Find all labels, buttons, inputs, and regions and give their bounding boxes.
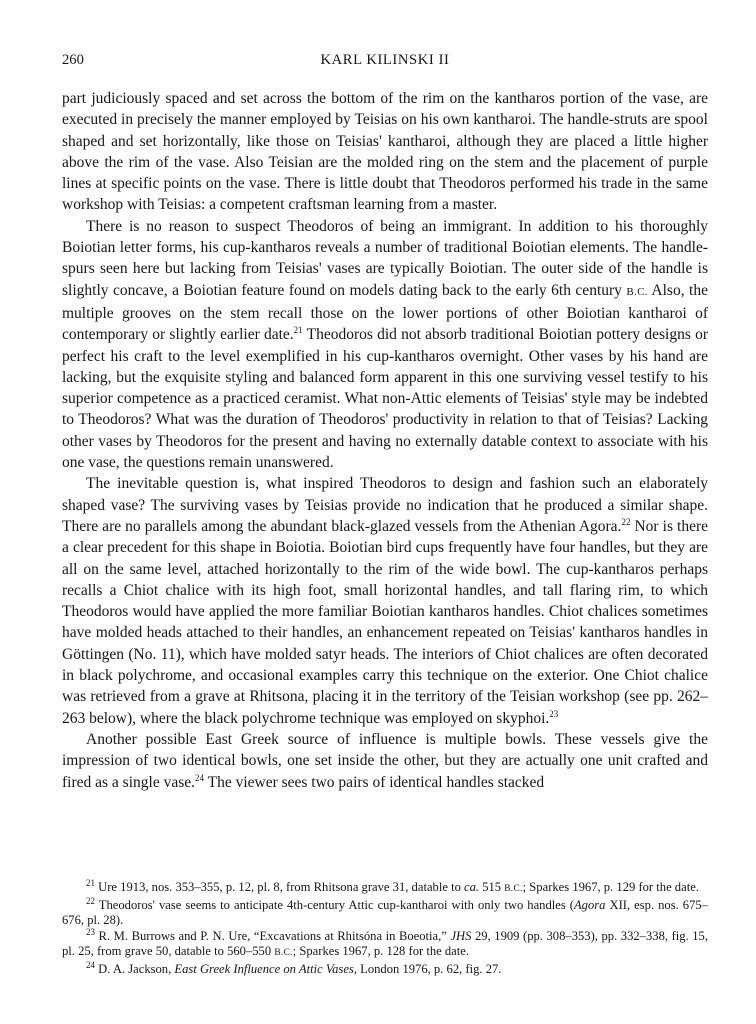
footnote-ref: 24 xyxy=(195,772,204,783)
text-run: Nor is there a clear precedent for this shape in Boiotia. Boiotian bird cups frequently have four handles, but they are all on the same level, attached horizontally to the rim of the wide bowl. The cup-kantharos perhaps recalls a Chiot chalice with its high foot, small horizontal handles, and tall flaring rim, to which Theodoros would have applied the more familiar Boiotian kantharos handles. Chiot chalices sometimes have molded heads attached to their handles, an enhancement repeated on Teisias' kantharos handles in Göttingen (No. 11), which have molded satyr heads. The interiors of Chiot chalices are often decorated in black polychrome, and occasional examples carry this technique on the exterior. One Chiot chalice was retrieved from a grave at Rhitsona, placing it in the territory of the Teisian workshop (see pp. 262–263 below), where the black polychrome technique was employed on skyphoi. xyxy=(62,517,708,727)
text-run: 515 xyxy=(479,880,505,894)
page-header xyxy=(62,52,708,74)
text-run: Ure 1913, nos. 353–355, p. 12, pl. 8, from Rhitsona grave 31, datable to xyxy=(95,880,465,894)
footnote-ref: 22 xyxy=(86,895,95,906)
text-run: There is no reason to suspect Theodoros of being an immigrant. In addition to his thoroughly Boiotian letter forms, his cup-kantharos reveals a number of traditional Boiotian elements. The handle-spurs seen here but lacking from Teisias' vases are typically Boiotian. The outer side of the handle is slightly concave, a Boiotian feature found on models dating back to the early 6th century xyxy=(62,217,708,299)
text-run: ; Sparkes 1967, p. 129 for the date. xyxy=(522,880,699,894)
text-run: 29, 1909 (pp. 308–353), pp. 332–338, fig. 15, pl. 25, from grave 50, datable to 560–550 xyxy=(62,928,709,959)
text-run: Theodoros did not absorb traditional Boiotian pottery designs or perfect his craft to the level exemplified in his cup-kantharos overnight. Other vases by his hand are lacking, but the exquisite styling and balanced form apparent in this one surviving vessel testify to his superior competence as a practiced ceramist. What non-Attic elements of Teisias' style may be indebted to Theodoros? What was the duration of Theodoros' productivity in relation to that of Teisias? Lacking other vases by Theodoros for the present and having no externally datable context to associate with his one vase, the questions remain unanswered. xyxy=(62,326,708,472)
text-run: D. A. Jackson, xyxy=(95,961,175,976)
text-run: ; Sparkes 1967, p. 128 for the date. xyxy=(292,944,469,959)
text-run: R. M. Burrows and P. N. Ure, “Excavations at Rhitsóna in Boeotia,” xyxy=(95,928,451,943)
footnote xyxy=(62,959,708,978)
footnote-ref: 23 xyxy=(549,708,559,719)
running-head: KARL KILINSKI II xyxy=(320,52,450,68)
text-run: XII, esp. nos. 675–676, pl. 28). xyxy=(62,897,708,928)
paragraph xyxy=(62,216,708,474)
small-caps-text: B.C. xyxy=(274,948,293,959)
footnote-ref: 21 xyxy=(293,325,303,336)
text-run: Another possible East Greek source of influence is multiple bowls. These vessels give the impression of two identical bowls, one set inside the other, but they are actually one unit crafted and fired as a single vase. xyxy=(62,730,708,791)
footnote xyxy=(62,895,708,929)
footnote xyxy=(62,926,709,962)
paragraph xyxy=(62,729,708,793)
footnote-ref: 21 xyxy=(86,877,95,888)
text-run: The inevitable question is, what inspired Theodoros to design and fashion such an elaborately shaped vase? The surviving vases by Teisias provide no indication that he produced a similar shape. There are no parallels among the abundant black-glazed vessels from the Athenian Agora. xyxy=(62,475,708,535)
italic-text: JHS xyxy=(450,928,472,943)
footnote-ref: 22 xyxy=(621,516,631,527)
footnotes xyxy=(62,877,709,978)
paragraph xyxy=(62,88,708,216)
italic-text: Agora xyxy=(573,897,606,912)
footnote xyxy=(62,877,708,898)
italic-text: ca. xyxy=(464,880,480,894)
paragraph xyxy=(62,473,708,729)
small-caps-text: B.C. xyxy=(626,285,648,298)
text-run: Theodoros' vase seems to anticipate 4th-century Attic cup-kantharoi with only two handles ( xyxy=(95,897,574,912)
text-run: The viewer sees two pairs of identical handles stacked xyxy=(204,773,545,791)
footnote-ref: 23 xyxy=(86,926,95,937)
text-run: , London 1976, p. 62, fig. 27. xyxy=(353,961,502,976)
italic-text: East Greek Influence on Attic Vases xyxy=(174,961,354,976)
body-text xyxy=(62,88,708,793)
page-number: 260 xyxy=(62,52,84,68)
footnote-ref: 24 xyxy=(86,959,95,970)
text-run: part judiciously spaced and set across the bottom of the rim on the kantharos portion of the vase, are executed in precisely the manner employed by Teisias on his own kantharoi. The handle-struts are spool shaped and set horizontally, like those on Teisias' kantharoi, although they are placed a little higher above the rim of the vase. Also Teisian are the molded ring on the stem and the placement of purple lines at specific points on the vase. There is little doubt that Theodoros performed his trade in the same workshop with Teisias: a competent craftsman learning from a master. xyxy=(62,90,708,214)
small-caps-text: B.C. xyxy=(504,884,523,894)
text-run: Also, the multiple grooves on the stem recall those on the lower portions of other Boiotian kantharoi of contemporary or slightly earlier date. xyxy=(62,281,708,344)
